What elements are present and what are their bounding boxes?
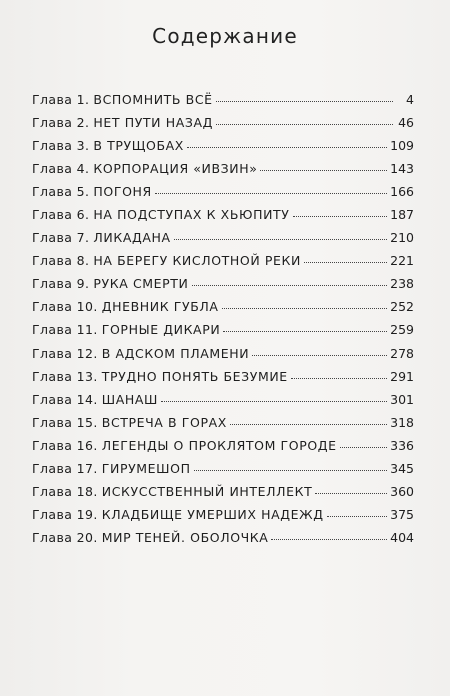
page-number: 291 — [390, 368, 414, 384]
toc-entry — [32, 415, 414, 438]
dot-leader — [192, 285, 388, 286]
toc-entry — [32, 484, 414, 507]
chapter-title: РУКА СМЕРТИ — [93, 276, 189, 292]
dot-leader — [315, 493, 387, 494]
page-number: 336 — [390, 437, 414, 453]
dot-leader — [216, 124, 393, 125]
chapter-number: Глава 5. — [32, 184, 90, 200]
chapter-number: Глава 11. — [32, 322, 98, 338]
dot-leader — [174, 239, 387, 240]
page-title: Содержание — [152, 24, 298, 48]
dot-leader — [340, 447, 388, 448]
page-number: 166 — [390, 184, 414, 200]
page-number: 221 — [390, 253, 414, 269]
chapter-title: НА ПОДСТУПАХ К ХЬЮПИТУ — [93, 207, 290, 223]
chapter-number: Глава 14. — [32, 391, 98, 407]
chapter-title: ПОГОНЯ — [93, 184, 152, 200]
chapter-title: МИР ТЕНЕЙ. ОБОЛОЧКА — [101, 529, 269, 545]
toc-entry — [32, 392, 414, 415]
page-number: 345 — [390, 460, 414, 476]
chapter-title: ИСКУССТВЕННЫЙ ИНТЕЛЛЕКТ — [101, 483, 313, 499]
page-number: 375 — [390, 506, 414, 522]
dot-leader — [327, 516, 388, 517]
toc-entry — [32, 207, 414, 230]
dot-leader — [222, 308, 388, 309]
toc-entry — [32, 322, 414, 345]
dot-leader — [293, 216, 388, 217]
chapter-title: ВСПОМНИТЬ ВСЁ — [93, 92, 213, 107]
page-number: 360 — [390, 483, 414, 499]
chapter-title: ВСТРЕЧА В ГОРАХ — [101, 414, 227, 430]
chapter-title: В ТРУЩОБАХ — [93, 138, 184, 154]
chapter-title: ШАНАШ — [101, 391, 159, 407]
chapter-title: В АДСКОМ ПЛАМЕНИ — [101, 345, 250, 361]
chapter-number: Глава 20. — [32, 529, 98, 545]
page-number: 318 — [390, 414, 414, 430]
toc-entry — [32, 530, 414, 553]
dot-leader — [271, 539, 387, 540]
toc-entry — [32, 115, 414, 138]
toc-entry — [32, 253, 414, 276]
page-number: 278 — [390, 345, 414, 361]
chapter-title: ЛИКАДАНА — [93, 230, 171, 246]
chapter-title: ДНЕВНИК ГУБЛА — [101, 299, 219, 315]
page-number: 252 — [390, 299, 414, 315]
toc-entry — [32, 369, 414, 392]
page-number: 301 — [390, 391, 414, 407]
chapter-title: ГОРНЫЕ ДИКАРИ — [101, 322, 221, 338]
dot-leader — [187, 147, 387, 148]
page-number: 404 — [390, 529, 414, 545]
chapter-number: Глава 10. — [32, 299, 98, 315]
chapter-number: Глава 8. — [32, 253, 90, 269]
page-number: 187 — [390, 207, 414, 223]
chapter-title: НА БЕРЕГУ КИСЛОТНОЙ РЕКИ — [93, 253, 301, 269]
chapter-number: Глава 15. — [32, 414, 98, 430]
dot-leader — [216, 101, 393, 102]
toc-entry — [32, 438, 414, 461]
page-number: 238 — [390, 276, 414, 292]
page-number: 143 — [390, 161, 414, 177]
toc-entry — [32, 230, 414, 253]
chapter-title: КОРПОРАЦИЯ «ИВЗИН» — [93, 161, 258, 177]
dot-leader — [194, 470, 388, 471]
chapter-number: Глава 6. — [32, 207, 90, 223]
chapter-number: Глава 1. — [32, 92, 90, 107]
chapter-title: ЛЕГЕНДЫ О ПРОКЛЯТОМ ГОРОДЕ — [101, 437, 337, 453]
toc-entry — [32, 276, 414, 299]
chapter-number: Глава 16. — [32, 437, 98, 453]
toc-entry — [32, 299, 414, 322]
page-number: 46 — [398, 115, 414, 131]
toc-entry — [32, 138, 414, 161]
toc-entry — [32, 92, 414, 115]
toc-entry — [32, 507, 414, 530]
page-number: 4 — [406, 92, 414, 107]
chapter-number: Глава 3. — [32, 138, 90, 154]
dot-leader — [230, 424, 387, 425]
dot-leader — [155, 193, 387, 194]
toc-entry — [32, 346, 414, 369]
toc-entry — [32, 161, 414, 184]
chapter-number: Глава 17. — [32, 460, 98, 476]
dot-leader — [223, 331, 387, 332]
chapter-title: ГИРУМЕШОП — [101, 460, 191, 476]
dot-leader — [260, 170, 387, 171]
chapter-title: НЕТ ПУТИ НАЗАД — [93, 115, 213, 131]
chapter-number: Глава 19. — [32, 506, 98, 522]
chapter-number: Глава 7. — [32, 230, 90, 246]
page-number: 210 — [390, 230, 414, 246]
dot-leader — [304, 262, 387, 263]
dot-leader — [252, 355, 387, 356]
page-number: 109 — [390, 138, 414, 154]
chapter-number: Глава 13. — [32, 368, 98, 384]
chapter-number: Глава 18. — [32, 483, 98, 499]
toc-entry — [32, 184, 414, 207]
chapter-number: Глава 12. — [32, 345, 98, 361]
table-of-contents — [32, 92, 414, 553]
dot-leader — [291, 378, 387, 379]
toc-entry — [32, 461, 414, 484]
chapter-number: Глава 2. — [32, 115, 90, 131]
chapter-title: КЛАДБИЩЕ УМЕРШИХ НАДЕЖД — [101, 506, 324, 522]
dot-leader — [161, 401, 387, 402]
chapter-number: Глава 9. — [32, 276, 90, 292]
chapter-number: Глава 4. — [32, 161, 90, 177]
page-number: 259 — [390, 322, 414, 338]
chapter-title: ТРУДНО ПОНЯТЬ БЕЗУМИЕ — [101, 368, 288, 384]
